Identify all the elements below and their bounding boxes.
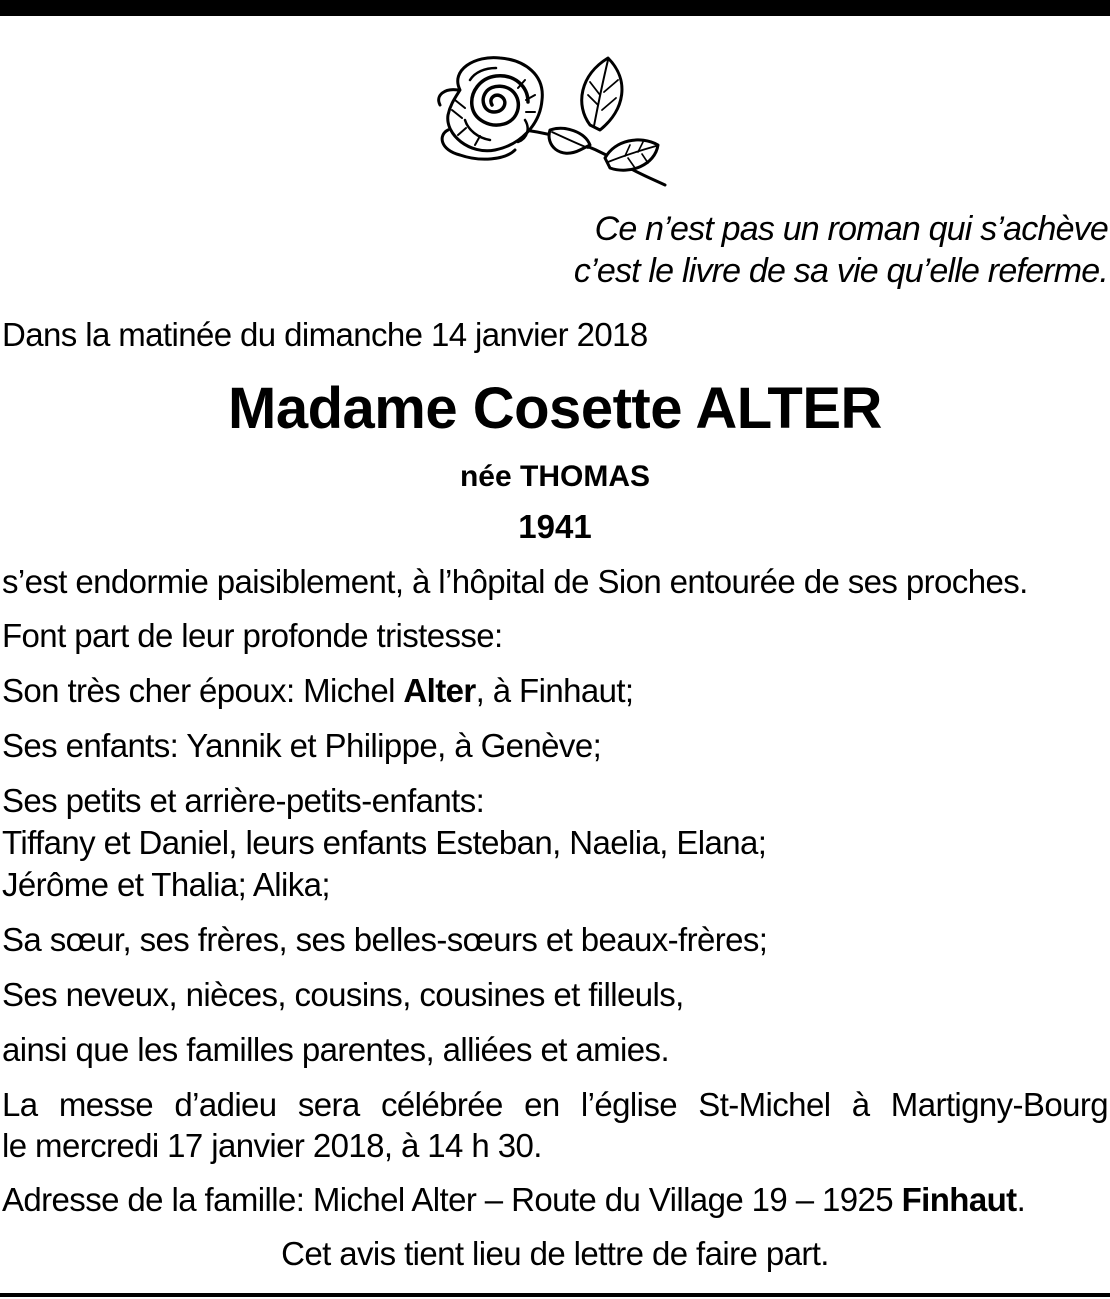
intro-date-line: Dans la matinée du dimanche 14 janvier 2018 bbox=[2, 316, 648, 353]
poem-line-2: c’est le livre de sa vie qu’elle referme. bbox=[573, 252, 1108, 290]
address-suffix: . bbox=[1016, 1181, 1026, 1218]
children-line: Ses enfants: Yannik et Philippe, à Genève; bbox=[2, 727, 602, 764]
poem-line-1: Ce n’est pas un roman qui s’achève bbox=[594, 210, 1108, 248]
spouse-prefix: Son très cher époux: Michel bbox=[2, 672, 404, 709]
maiden-name: née THOMAS bbox=[459, 460, 651, 493]
siblings-line: Sa sœur, ses frères, ses belles-sœurs et beaux-frères; bbox=[2, 921, 768, 958]
birth-year: 1941 bbox=[518, 508, 592, 545]
spouse-line bbox=[2, 671, 634, 711]
spouse-surname: Alter bbox=[403, 672, 476, 709]
service-line-2: le mercredi 17 janvier 2018, à 14 h 30. bbox=[2, 1127, 542, 1164]
allies-line: ainsi que les familles parentes, alliées et amies. bbox=[2, 1031, 670, 1068]
grandchildren-line-1: Tiffany et Daniel, leurs enfants Esteban, Naelia, Elana; bbox=[2, 824, 767, 861]
spouse-suffix: , à Finhaut; bbox=[475, 672, 634, 709]
service-line-1: La messe d’adieu sera célébrée en l’église St-Michel à Martigny-Bourg bbox=[2, 1086, 1108, 1123]
announcement-line: s’est endormie paisiblement, à l’hôpital de Sion entourée de ses proches. bbox=[2, 563, 1028, 600]
top-border-rule bbox=[0, 0, 1110, 16]
family-address bbox=[2, 1180, 1025, 1220]
family-intro: Font part de leur profonde tristesse: bbox=[2, 617, 503, 654]
rose-icon bbox=[430, 50, 680, 190]
grandchildren-line-2: Jérôme et Thalia; Alika; bbox=[2, 866, 330, 903]
extended-family-line: Ses neveux, nièces, cousins, cousines et filleuls, bbox=[2, 976, 684, 1013]
address-town: Finhaut bbox=[901, 1181, 1017, 1218]
deceased-name: Madame Cosette ALTER bbox=[228, 376, 882, 441]
address-prefix: Adresse de la famille: Michel Alter – Route du Village 19 – 1925 bbox=[2, 1181, 902, 1218]
poem-quote bbox=[574, 208, 1108, 292]
grandchildren-heading: Ses petits et arrière-petits-enfants: bbox=[2, 782, 485, 819]
closing-note: Cet avis tient lieu de lettre de faire part. bbox=[281, 1235, 829, 1272]
bottom-border-rule bbox=[0, 1293, 1110, 1297]
